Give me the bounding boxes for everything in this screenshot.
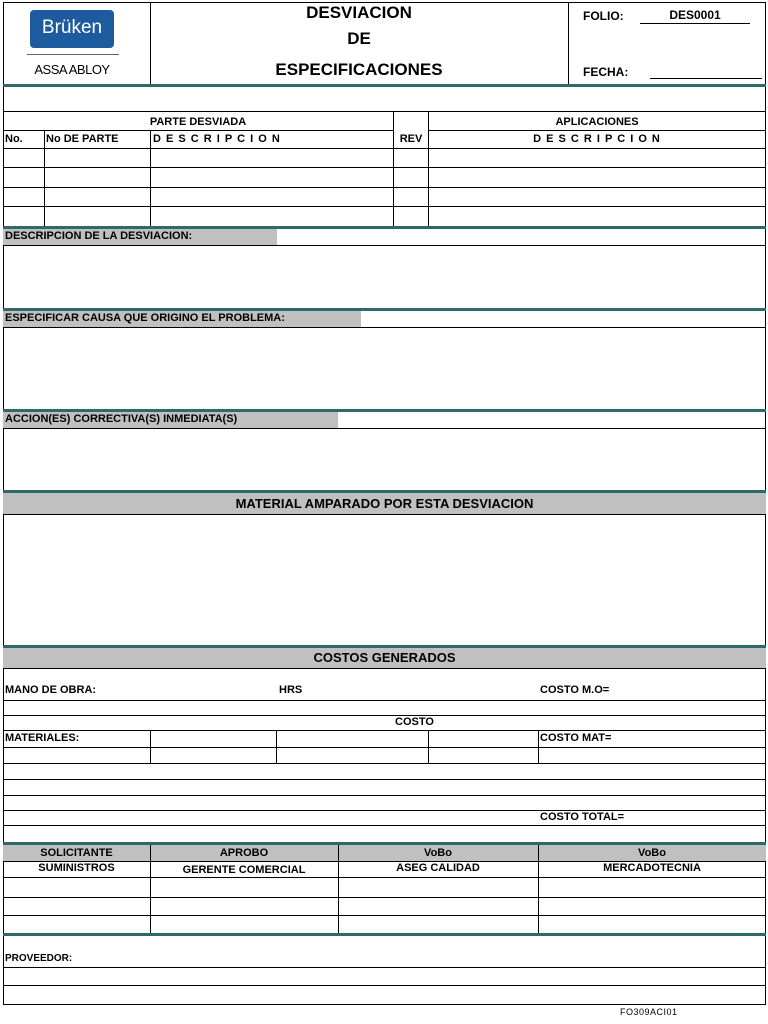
signature-box-aprobo[interactable] [151,878,338,933]
parte-desviada-header: PARTE DESVIADA [149,116,247,128]
proveedor-label: PROVEEDOR: [5,953,73,964]
vobo-mercadotecnia-header: VoBo [638,847,666,859]
costo-mat-label: COSTO MAT= [540,732,612,744]
parts-table-row[interactable] [3,188,766,206]
logo-underline [27,54,119,55]
accion-text-area[interactable] [3,429,766,490]
parts-table-row[interactable] [3,168,766,187]
materiales-label: MATERIALES: [5,732,80,744]
mano-obra-label: MANO DE OBRA: [5,684,97,696]
aseg-calidad-label: ASEG CALIDAD [396,862,480,874]
solicitante-header: SOLICITANTE [40,847,113,859]
costo-total-label: COSTO TOTAL= [540,811,625,823]
costo-label: COSTO [395,716,434,728]
proveedor-field[interactable] [3,968,766,1005]
suministros-label: SUMINISTROS [38,862,115,874]
mercadotecnia-label: MERCADOTECNIA [603,862,701,874]
parts-table-row[interactable] [3,207,766,226]
desviacion-label: DESCRIPCION DE LA DESVIACION: [5,230,193,242]
col-app-description-header: D E S C R I P C I O N [533,133,661,145]
vobo-calidad-header: VoBo [424,847,452,859]
signature-box-mercadotecnia[interactable] [539,878,766,933]
form-title-line3: ESPECIFICACIONES [275,60,443,79]
causa-text-area[interactable] [3,328,766,409]
folio-field[interactable]: DES0001 [640,7,750,24]
material-header: MATERIAL AMPARADO POR ESTA DESVIACION [235,496,534,511]
signature-box-calidad[interactable] [339,878,538,933]
material-text-area[interactable] [3,515,766,645]
aplicaciones-header: APLICACIONES [555,116,639,128]
blank-input-row[interactable] [3,87,766,111]
causa-label: ESPECIFICAR CAUSA QUE ORIGINO EL PROBLEMA: [5,312,285,324]
col-part-number-header: No DE PARTE [46,133,119,145]
logo-subtitle: ASSA ABLOY [34,62,110,77]
accion-label: ACCION(ES) CORRECTIVA(S) INMEDIATA(S) [5,413,238,425]
desviacion-text-area[interactable] [3,246,766,308]
gerente-comercial-label: GERENTE COMERCIAL [182,864,306,876]
col-description-header: D E S C R I P C I O N [153,133,281,145]
col-rev-header: REV [399,133,423,145]
parts-table-row[interactable] [3,149,766,167]
form-title-line2: DE [347,29,371,48]
folio-label: FOLIO: [583,9,624,23]
aprobo-header: APROBO [219,847,269,859]
fecha-field[interactable] [650,62,762,79]
signature-box-solicitante[interactable] [3,878,150,933]
header-divider-right [568,2,569,84]
fecha-label: FECHA: [583,65,629,79]
form-title-line1: DESVIACION [306,3,412,22]
form-code: FO309ACI01 [620,1007,678,1017]
costo-mo-label: COSTO M.O= [540,684,610,696]
hrs-label: HRS [279,684,303,696]
col-no-header: No. [5,133,23,145]
costos-header: COSTOS GENERADOS [313,650,456,665]
company-logo: Brüken [30,10,114,48]
